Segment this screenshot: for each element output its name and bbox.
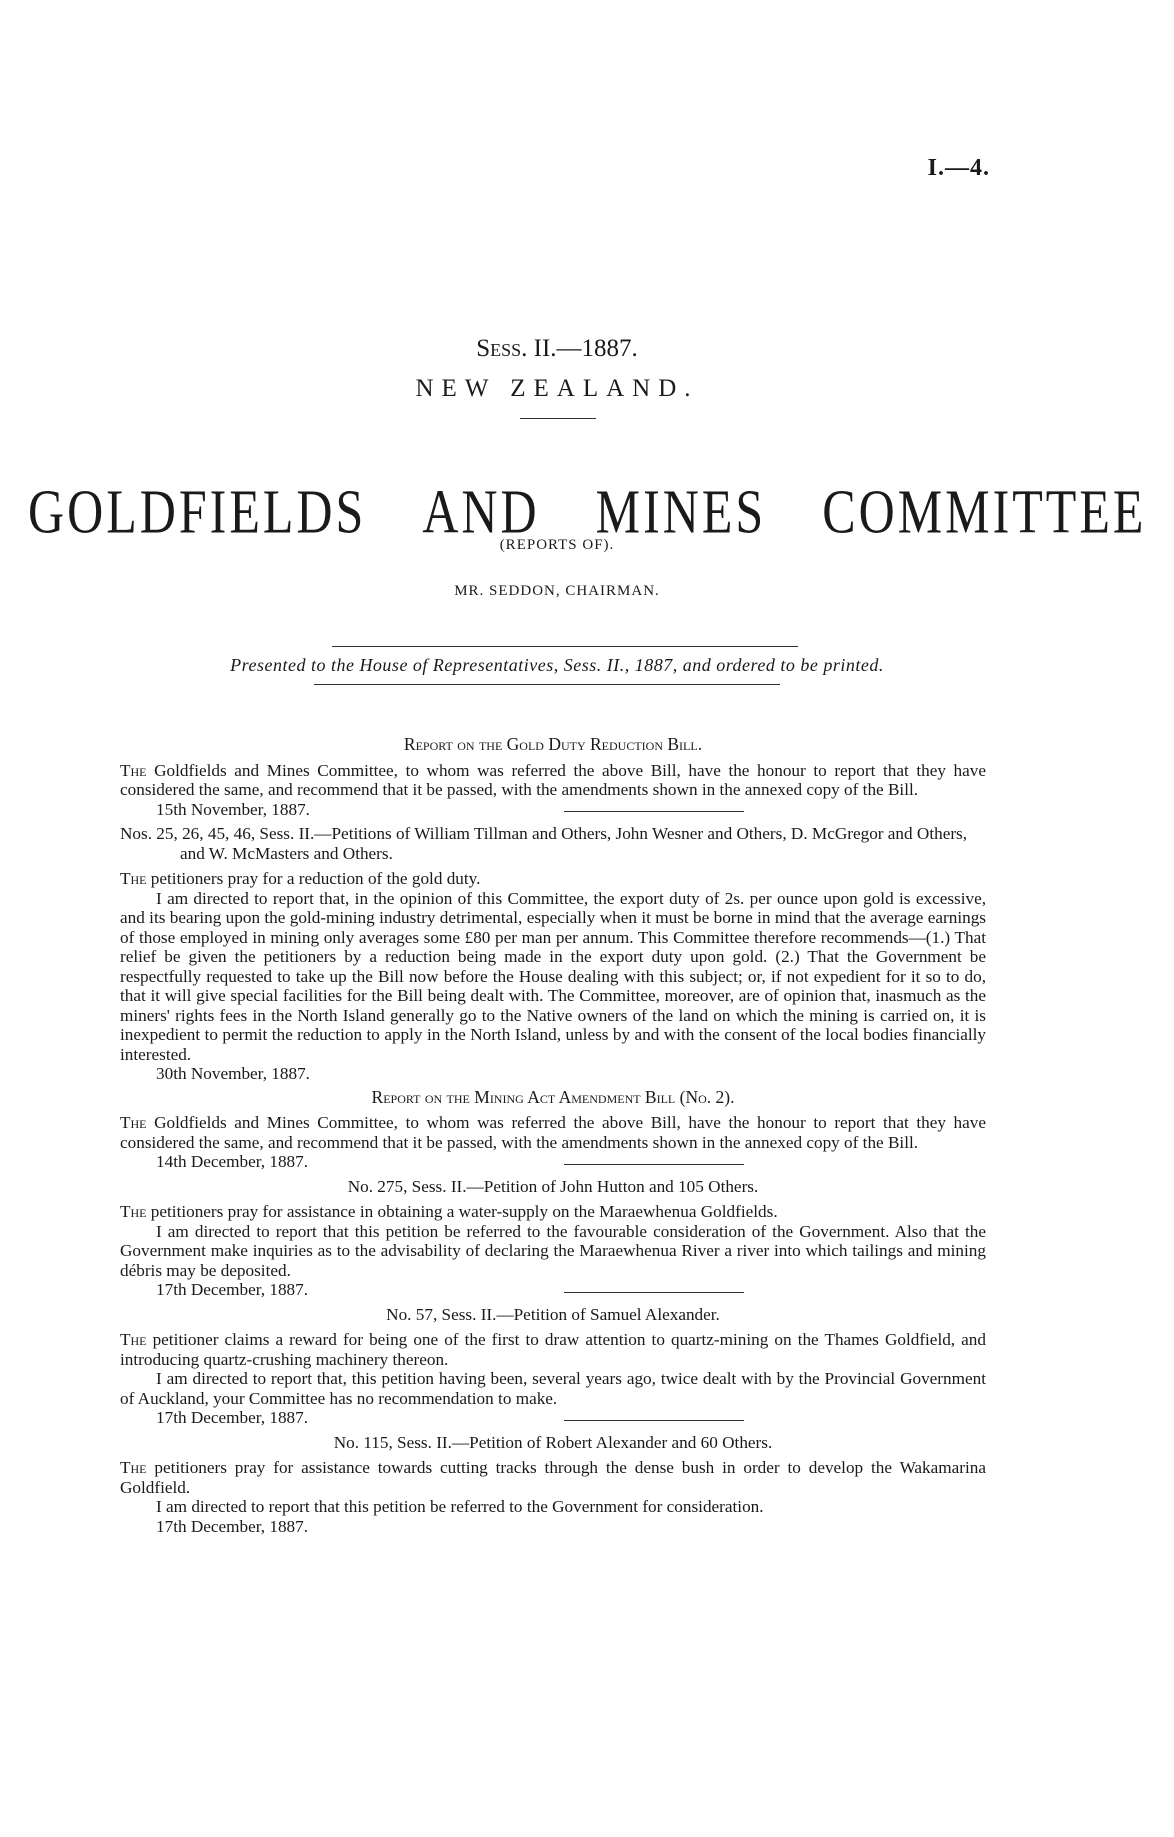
lead-word: The xyxy=(120,869,147,888)
title-word: COMMITTEE xyxy=(822,476,1147,547)
report-section xyxy=(120,824,986,1084)
report-section xyxy=(120,1176,986,1299)
paragraph-text: I am directed to report that this petition be referred to the favourable consideration of the Government. Also that the Government make inquiries as to the advisability of declaring the Maraewhenua River a river into which tailings and mining débris may be deposited. xyxy=(120,1221,986,1280)
paragraph-text: petitioners pray for assistance in obtaining a water-supply on the Maraewhenua Goldfields. xyxy=(150,1202,778,1221)
presented-line: Presented to the House of Representatives, Sess. II., 1887, and ordered to be printed. xyxy=(230,655,884,675)
rule-above-presented xyxy=(332,646,798,647)
reports-body xyxy=(120,735,986,1540)
paragraph-text: petitioners pray for assistance towards cutting tracks through the dense bush in order to develop the Wakamarina Goldfield. xyxy=(120,1458,986,1497)
report-section xyxy=(120,1433,986,1537)
paragraph-text: petitioner claims a reward for being one of the first to draw attention to quartz-mining on the Thames Goldfield, and introducing quartz-crushing machinery thereon. xyxy=(120,1330,986,1369)
rule-below-presented xyxy=(314,684,780,685)
report-date: 17th December, 1887. xyxy=(156,1408,309,1427)
report-section xyxy=(120,1304,986,1427)
lead-word: The xyxy=(120,1458,147,1477)
report-date: 30th November, 1887. xyxy=(156,1064,310,1083)
paragraph xyxy=(120,1458,986,1497)
section-separator xyxy=(564,811,744,812)
report-date: 17th December, 1887. xyxy=(156,1280,309,1299)
report-date: 15th November, 1887. xyxy=(156,799,310,819)
paragraph xyxy=(120,1202,986,1222)
country-line: NEW ZEALAND. xyxy=(415,375,699,402)
report-date: 14th December, 1887. xyxy=(156,1152,309,1171)
title-word: AND xyxy=(422,476,540,547)
paragraph-text: Goldfields and Mines Committee, to whom was referred the above Bill, have the honour to report that they have considered the same, and recommend that it be passed, with the amendments shown in the annexed copy of the Bill. xyxy=(120,1113,986,1152)
title-word: GOLDFIELDS xyxy=(28,476,367,547)
rule-under-country xyxy=(520,418,596,419)
report-section xyxy=(120,734,986,819)
section-heading: No. 115, Sess. II.—Petition of Robert Alexander and 60 Others. xyxy=(333,1432,773,1452)
paragraph-text: I am directed to report that, in the opinion of this Committee, the export duty of 2s. per ounce upon gold is excessive, and its bearing upon the gold-mining industry detrimental, especially when it must be borne in mind that the average earnings of those employed in mining only averages some £80 per man per annum. This Committee therefore recommends—(1.) That relief be given the petitioners by a reduction being made in the export duty upon gold. (2.) That the Government be respectfully requested to take up the Bill now before the House dealing with this subject; or, if not expedient for it so to do, that it will give special facilities for the Bill being dealt with. The Committee, moreover, are of opinion that, inasmuch as the miners' rights fees in the North Island generally go to the Native owners of the land on which the mining is carried on, it is inexpedient to permit the reduction to apply in the North Island, unless by and with the consent of the local bodies financially interested. xyxy=(120,888,986,1064)
section-heading: No. 57, Sess. II.—Petition of Samuel Alexander. xyxy=(386,1304,720,1324)
section-separator xyxy=(564,1420,744,1421)
paragraph xyxy=(120,1330,986,1369)
report-date: 17th December, 1887. xyxy=(156,1516,309,1536)
section-separator xyxy=(564,1292,744,1293)
paragraph-text: Goldfields and Mines Committee, to whom was referred the above Bill, have the honour to report that they have considered the same, and recommend that it be passed, with the amendments shown in the annexed copy of the Bill. xyxy=(120,760,986,799)
paragraph-text: I am directed to report that this petition be referred to the Government for consideration. xyxy=(156,1497,764,1516)
paragraph-text: petitioners pray for a reduction of the gold duty. xyxy=(150,869,481,888)
document-subtitle: (REPORTS OF). xyxy=(499,537,615,553)
paragraph-text: I am directed to report that, this petition having been, several years ago, twice dealt with by the Provincial Government of Auckland, your Committee has no recommendation to make. xyxy=(120,1369,986,1408)
paragraph xyxy=(120,869,986,889)
page-reference: I.—4. xyxy=(927,155,990,181)
lead-word: The xyxy=(120,1202,147,1221)
chairman-line: MR. SEDDON, CHAIRMAN. xyxy=(454,583,660,599)
section-heading: Report on the Gold Duty Reduction Bill. xyxy=(403,734,703,754)
paragraph xyxy=(120,1113,986,1152)
lead-word: The xyxy=(120,1330,147,1349)
section-separator xyxy=(564,1164,744,1165)
section-heading: Report on the Mining Act Amendment Bill (No. 2). xyxy=(371,1086,735,1107)
section-heading: No. 275, Sess. II.—Petition of John Hutton and 105 Others. xyxy=(347,1176,759,1196)
paragraph xyxy=(120,761,986,800)
session-line: Sess. II.—1887. xyxy=(476,335,638,362)
report-section xyxy=(120,1086,986,1171)
section-heading: Nos. 25, 26, 45, 46, Sess. II.—Petitions of William Tillman and Others, John Wesner and Others, D. McGregor and Others, and W. McMasters and Others. xyxy=(120,824,968,863)
lead-word: The xyxy=(120,1113,147,1132)
title-word: MINES xyxy=(595,476,767,547)
lead-word: The xyxy=(120,760,147,780)
